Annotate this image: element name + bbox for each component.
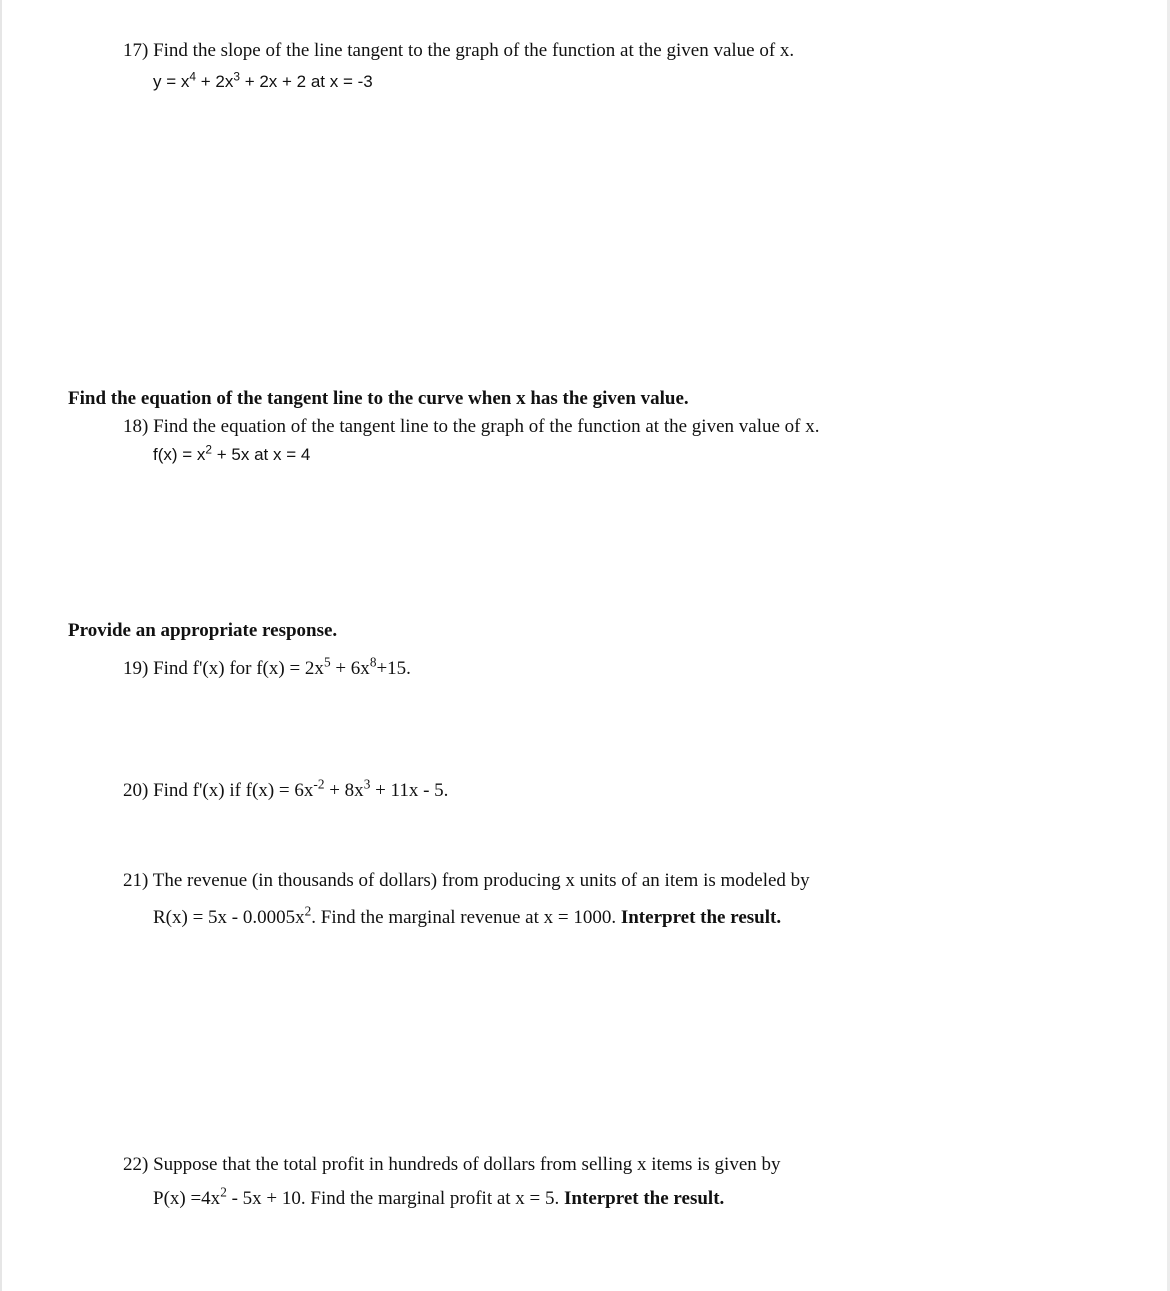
q20-part: 20) Find f'(x) if f(x) = 6x: [123, 780, 314, 801]
q17-eq-exponent: 4: [189, 69, 196, 84]
q22-eq-exponent: 2: [220, 1184, 227, 1200]
q17-eq-part: + 2x + 2 at x = -3: [239, 72, 373, 91]
q18-eq-part: f(x) = x: [153, 445, 206, 464]
q21-interpret-text: Interpret the result.: [620, 907, 782, 928]
q18-eq-exponent: 2: [205, 442, 213, 457]
q19-part: + 6x: [330, 658, 370, 679]
q22-eq-part: P(x) =4x: [153, 1188, 221, 1209]
question-19: [123, 654, 411, 681]
q21-eq-part: R(x) = 5x - 0.0005x: [153, 907, 305, 928]
q17-eq-part: + 2x: [196, 72, 234, 91]
section-heading-response: Provide an appropriate response.: [68, 620, 338, 641]
q22-interpret-text: Interpret the result.: [564, 1188, 725, 1209]
q19-exponent: 5: [323, 654, 331, 670]
question-21-line-1: 21) The revenue (in thousands of dollars) from producing x units of an item is modeled by: [123, 870, 810, 891]
q17-eq-part: y = x: [153, 72, 190, 91]
section-heading-tangent-line: Find the equation of the tangent line to the curve when x has the given value.: [68, 388, 689, 409]
q18-eq-part: + 5x at x = 4: [212, 445, 311, 464]
q19-part: 19) Find f'(x) for f(x) = 2x: [123, 658, 324, 679]
question-18-prompt: 18) Find the equation of the tangent line to the graph of the function at the given value of x.: [123, 416, 820, 437]
q20-exponent: -2: [313, 776, 325, 792]
q21-eq-part: . Find the marginal revenue at x = 1000.: [311, 907, 621, 928]
q17-eq-exponent: 3: [233, 69, 240, 84]
question-22-line-1: 22) Suppose that the total profit in hundreds of dollars from selling x items is given by: [123, 1154, 781, 1175]
q19-part: +15.: [376, 658, 411, 679]
question-22-line-2: [153, 1184, 725, 1211]
question-21-line-2: [153, 903, 782, 930]
q20-exponent: 3: [363, 776, 371, 792]
q22-eq-part: - 5x + 10. Find the marginal profit at x = 5.: [226, 1188, 565, 1209]
question-17-prompt: 17) Find the slope of the line tangent to the graph of the function at the given value of x.: [123, 40, 795, 61]
q19-exponent: 8: [369, 654, 377, 670]
question-17-equation: [153, 70, 373, 94]
question-18-equation: [153, 443, 310, 467]
question-20: [123, 776, 449, 803]
page-edge-left: [0, 0, 2, 1291]
q20-part: + 11x - 5.: [370, 780, 449, 801]
q20-part: + 8x: [324, 780, 364, 801]
q21-eq-exponent: 2: [304, 903, 312, 919]
